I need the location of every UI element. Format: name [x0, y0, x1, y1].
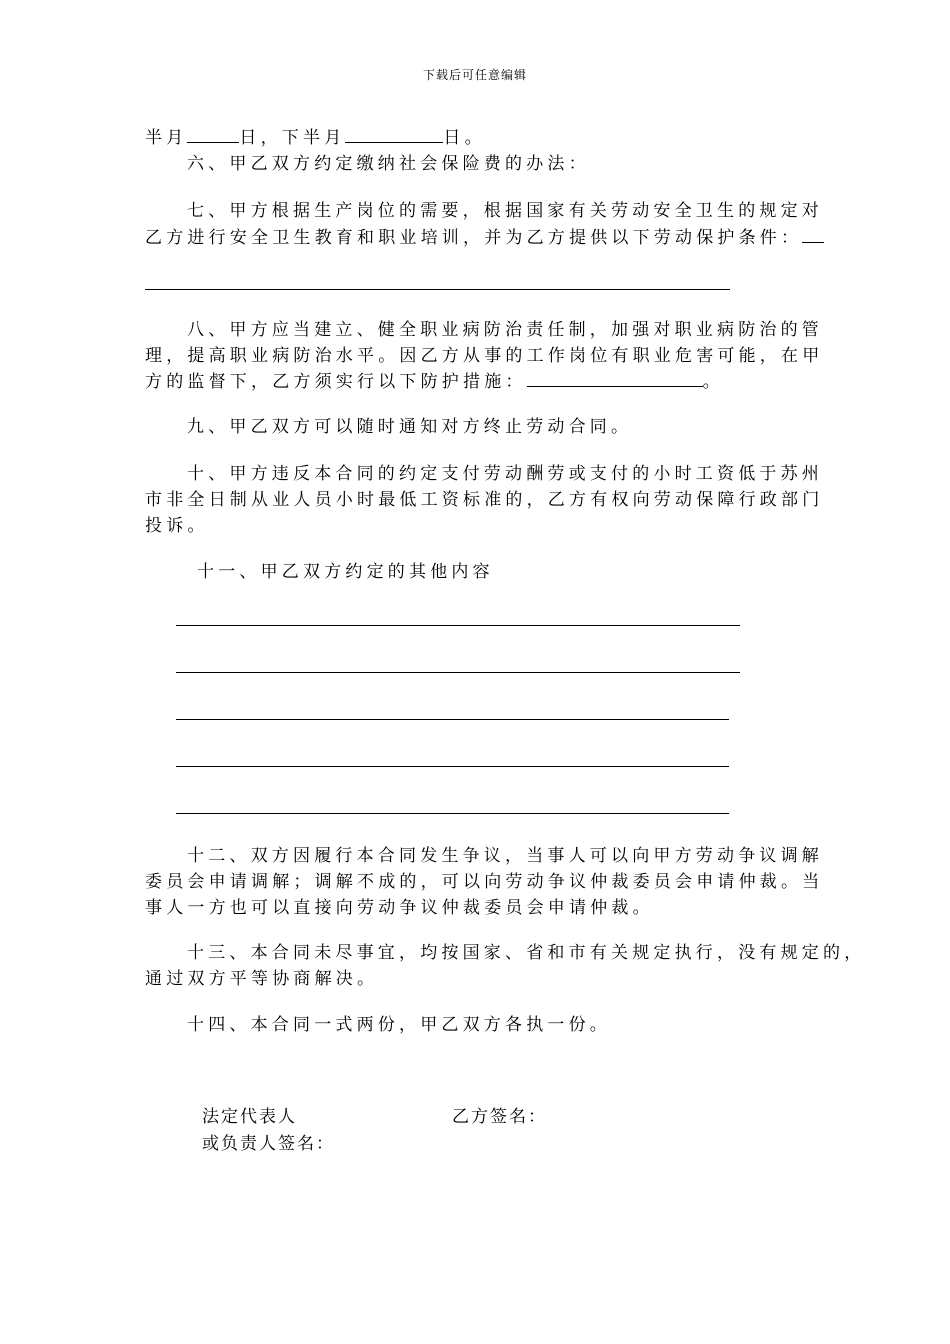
- clause-8-line-3: [145, 370, 724, 394]
- clause-10-line-1: 十、甲方违反本合同的约定支付劳动酬劳或支付的小时工资低于苏州: [187, 464, 823, 484]
- blank-line-other-content-3[interactable]: [176, 719, 729, 720]
- clause-10-line-2: 市非全日制从业人员小时最低工资标准的，乙方有权向劳动保障行政部门: [145, 490, 824, 510]
- clause-8-line-2: 理，提高职业病防治水平。因乙方从事的工作岗位有职业危害可能，在甲: [145, 346, 824, 366]
- blank-line-protection-conditions[interactable]: [145, 289, 730, 290]
- clause-12-line-1: 十二、双方因履行本合同发生争议，当事人可以向甲方劳动争议调解: [187, 846, 823, 866]
- text-segment: 乙方进行安全卫生教育和职业培训，并为乙方提供以下劳动保护条件：: [145, 228, 803, 248]
- clause-6: 六、甲乙双方约定缴纳社会保险费的办法：: [187, 154, 590, 174]
- clause-13-line-2: 通过双方平等协商解决。: [145, 969, 379, 989]
- text-segment: 日。: [443, 128, 486, 148]
- signature-party-b-label: 乙方签名：: [452, 1107, 547, 1127]
- blank-line-other-content-1[interactable]: [176, 625, 740, 626]
- clause-9: 九、甲乙双方可以随时通知对方终止劳动合同。: [187, 417, 633, 437]
- clause-10-line-3: 投诉。: [145, 516, 209, 536]
- blank-second-half-day[interactable]: [345, 128, 443, 143]
- clause-7-line-2: [145, 226, 824, 250]
- signature-party-a-label-1: 法定代表人: [202, 1107, 297, 1127]
- text-segment: 日，下半月: [239, 128, 346, 148]
- clause-8-line-1: 八、甲方应当建立、健全职业病防治责任制，加强对职业病防治的管: [187, 320, 823, 340]
- blank-protection-measures[interactable]: [527, 372, 703, 387]
- clause-7-line-1: 七、甲方根据生产岗位的需要，根据国家有关劳动安全卫生的规定对: [187, 201, 823, 221]
- text-segment: 半月: [145, 128, 188, 148]
- signature-party-a-label-2: 或负责人签名：: [202, 1134, 335, 1154]
- clause-5-tail: [145, 126, 486, 150]
- clause-13-line-1: 十三、本合同未尽事宜，均按国家、省和市有关规定执行，没有规定的，: [187, 943, 866, 963]
- blank-first-half-day[interactable]: [187, 128, 239, 143]
- text-segment: 。: [702, 372, 724, 392]
- clause-12-line-2: 委员会申请调解；调解不成的，可以向劳动争议仲裁委员会申请仲裁。当: [145, 872, 824, 892]
- text-segment: 方的监督下，乙方须实行以下防护措施：: [145, 372, 527, 392]
- clause-14: 十四、本合同一式两份，甲乙双方各执一份。: [187, 1015, 611, 1035]
- blank-line-other-content-4[interactable]: [176, 766, 729, 767]
- blank-line-other-content-2[interactable]: [176, 672, 740, 673]
- blank-protection-conditions[interactable]: [802, 228, 824, 243]
- clause-11-heading: 十一、甲乙双方约定的其他内容: [197, 562, 494, 582]
- blank-line-other-content-5[interactable]: [176, 813, 729, 814]
- clause-12-line-3: 事人一方也可以直接向劳动争议仲裁委员会申请仲裁。: [145, 898, 654, 918]
- page-header: 下载后可任意编辑: [422, 68, 527, 82]
